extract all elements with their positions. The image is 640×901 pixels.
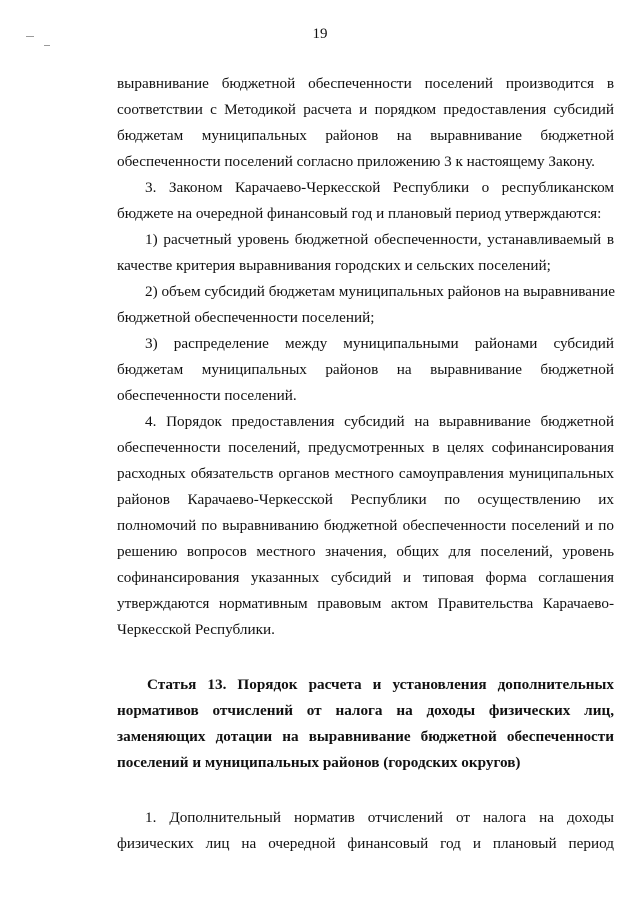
scan-mark xyxy=(44,45,50,46)
paragraph-line: расходных обязательств органов местного самоуправления муниципальных xyxy=(117,465,614,482)
paragraph-line: бюджете на очередной финансовый год и плановый период утверждаются: xyxy=(117,205,602,222)
paragraph-line: 3. Законом Карачаево-Черкесской Республики о республиканском xyxy=(145,179,614,196)
page-number: 19 xyxy=(312,26,328,42)
list-item-line: качестве критерия выравнивания городских и сельских поселений; xyxy=(117,257,551,274)
list-item-line: 3) распределение между муниципальными районами субсидий xyxy=(145,335,614,352)
article-heading-line: поселений и муниципальных районов (городских округов) xyxy=(117,754,521,771)
paragraph-line: 1. Дополнительный норматив отчислений от налога на доходы xyxy=(145,809,614,826)
article-heading-line: нормативов отчислений от налога на доходы физических лиц, xyxy=(117,702,614,719)
paragraph-line: утверждаются нормативным правовым актом Правительства Карачаево- xyxy=(117,595,614,612)
paragraph-line: решению вопросов местного значения, общих для поселений, уровень xyxy=(117,543,614,560)
article-heading-line: Статья 13. Порядок расчета и установления дополнительных xyxy=(147,676,614,693)
paragraph-line: бюджетам муниципальных районов на выравнивание бюджетной xyxy=(117,127,614,144)
paragraph-line: соответствии с Методикой расчета и порядком предоставления субсидий xyxy=(117,101,614,118)
paragraph-line: физических лиц на очередной финансовый год и плановый период xyxy=(117,835,614,852)
paragraph-line: 4. Порядок предоставления субсидий на выравнивание бюджетной xyxy=(145,413,614,430)
list-item-line: бюджетной обеспеченности поселений; xyxy=(117,309,375,326)
paragraph-line: полномочий по выравниванию бюджетной обеспеченности поселений и по xyxy=(117,517,614,534)
paragraph-line: обеспеченности поселений согласно приложению 3 к настоящему Закону. xyxy=(117,153,595,170)
paragraph-line: выравнивание бюджетной обеспеченности поселений производится в xyxy=(117,75,614,92)
paragraph-line: районов Карачаево-Черкесской Республики по осуществлению их xyxy=(117,491,614,508)
list-item-line: 1) расчетный уровень бюджетной обеспеченности, устанавливаемый в xyxy=(145,231,614,248)
paragraph-line: обеспеченности поселений, предусмотренных в целях софинансирования xyxy=(117,439,614,456)
list-item-line: бюджетам муниципальных районов на выравнивание бюджетной xyxy=(117,361,614,378)
paragraph-line: софинансирования указанных субсидий и типовая форма соглашения xyxy=(117,569,614,586)
paragraph-line: Черкесской Республики. xyxy=(117,621,275,638)
list-item-line: обеспеченности поселений. xyxy=(117,387,297,404)
article-heading-line: заменяющих дотации на выравнивание бюджетной обеспеченности xyxy=(117,728,614,745)
list-item-line: 2) объем субсидий бюджетам муниципальных районов на выравнивание xyxy=(145,283,615,300)
